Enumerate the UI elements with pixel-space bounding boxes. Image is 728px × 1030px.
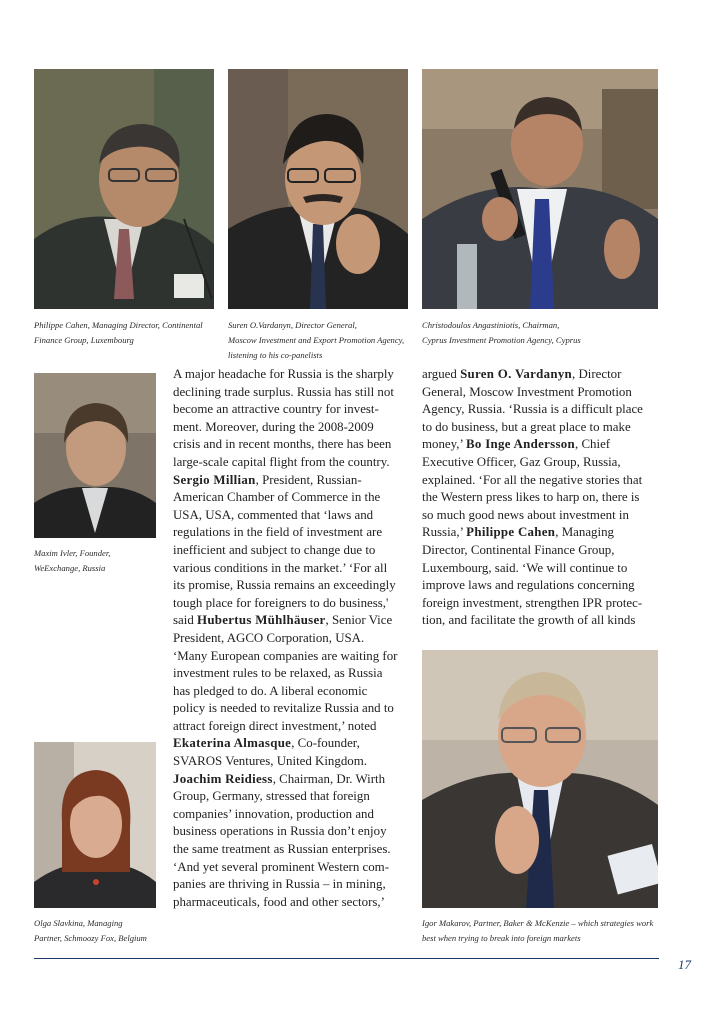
text-line: [422, 542, 662, 560]
caption-line: Moscow Investment and Export Promotion Agency,: [228, 335, 405, 345]
text-line: [422, 595, 662, 613]
caption-line: Philippe Cahen, Managing Director, Continental: [34, 320, 203, 330]
text-line: [173, 718, 409, 736]
text-line: [173, 700, 409, 718]
text-run: improve laws and regulations concerning: [422, 578, 635, 593]
text-line: [422, 454, 662, 472]
text-run: money,’: [422, 437, 467, 452]
text-run: , Chairman, Dr. Wirth: [272, 771, 386, 786]
caption-suren-vardanyan: [228, 318, 404, 363]
text-line: [173, 806, 409, 824]
text-run: inefficient and subject to change due to: [173, 542, 376, 557]
caption-christodoulos-angastiniotis: [422, 318, 581, 348]
caption-line: listening to his co-panelists: [228, 350, 323, 360]
caption-line: Maxim Ivler, Founder,: [34, 548, 111, 558]
text-run: large-scale capital flight from the country.: [173, 454, 390, 469]
text-line: [173, 648, 409, 666]
caption-line: Igor Makarov, Partner, Baker & McKenzie – which strategies work: [422, 918, 654, 928]
photo-igor-makarov: [422, 650, 658, 908]
caption-line: Christodoulos Angastiniotis, Chairman,: [422, 320, 560, 330]
text-line: [173, 771, 409, 789]
text-run: investment rules to be relaxed, as Russia: [173, 666, 383, 681]
text-run: Russia,’: [422, 525, 467, 540]
text-run: SVAROS Ventures, United Kingdom.: [173, 754, 367, 769]
page-number: 17: [678, 957, 691, 972]
text-run: business operations in Russia don’t enjoy: [173, 824, 387, 839]
speaker-name: Suren O. Vardanyn: [460, 367, 573, 381]
text-line: [173, 436, 409, 454]
text-run: declining trade surplus. Russia has still not: [173, 384, 394, 399]
text-run: Luxembourg, said. ‘We will continue to: [422, 560, 628, 575]
text-run: become an attractive country for invest-: [173, 402, 379, 417]
photo-suren-vardanyan: [228, 69, 408, 309]
caption-line: Suren O.Vardanyn, Director General,: [228, 320, 357, 330]
text-line: [173, 735, 409, 753]
text-run: pharmaceuticals, food and other sectors,’: [173, 894, 385, 909]
text-run: foreign investment, strengthen IPR protec-: [422, 595, 643, 610]
text-line: [422, 577, 662, 595]
text-line: [173, 577, 409, 595]
text-line: [173, 401, 409, 419]
text-run: Agency, Russia. ‘Russia is a difficult place: [422, 402, 643, 417]
text-line: [173, 507, 409, 525]
speaker-name: Joachim Reidiess: [173, 771, 273, 786]
speaker-name: Philippe Cahen: [466, 525, 556, 540]
caption-line: best when trying to break into foreign markets: [422, 933, 581, 943]
text-line: [422, 436, 662, 454]
text-run: various conditions in the market.’ ‘For all: [173, 560, 388, 575]
text-line: [422, 507, 662, 525]
text-line: [422, 419, 662, 437]
text-run: , Chief: [575, 437, 611, 452]
text-run: General, Moscow Investment Promotion: [422, 384, 632, 399]
text-run: companies’ innovation, production and: [173, 806, 374, 821]
text-run: ‘And yet several prominent Western com-: [173, 859, 390, 874]
photo-maxim-ivler: [34, 373, 156, 538]
speaker-name: Sergio Millian: [173, 472, 256, 487]
text-run: , Managing: [555, 525, 614, 540]
caption-line: Finance Group, Luxembourg: [34, 335, 134, 345]
footer-rule: [34, 958, 659, 959]
text-line: [173, 823, 409, 841]
caption-line: Olga Slavkina, Managing: [34, 918, 123, 928]
text-run: its promise, Russia remains an exceedingly: [173, 578, 396, 593]
photo-christodoulos-angastiniotis: [422, 69, 658, 309]
text-run: Director, Continental Finance Group,: [422, 542, 615, 557]
text-line: [173, 542, 409, 560]
text-run: tough place for foreigners to do business,': [173, 595, 389, 610]
text-run: panies are thriving in Russia – in mining,: [173, 877, 386, 892]
text-line: [173, 472, 409, 490]
text-run: President, AGCO Corporation, USA.: [173, 630, 365, 645]
text-run: tion, and facilitate the growth of all kinds: [422, 613, 636, 628]
text-line: [173, 630, 409, 648]
text-line: [422, 489, 662, 507]
speaker-name: Hubertus Mühlhäuser: [197, 613, 326, 628]
text-run: to do business, but a great place to make: [422, 419, 631, 434]
text-line: [173, 841, 409, 859]
text-line: [173, 524, 409, 542]
text-line: [173, 612, 409, 630]
text-line: [173, 384, 409, 402]
caption-philippe-cahen: [34, 318, 203, 348]
text-run: the Western press likes to harp on, there is: [422, 490, 640, 505]
caption-olga-slavkina: [34, 916, 147, 946]
caption-line: WeExchange, Russia: [34, 563, 106, 573]
text-line: [422, 472, 662, 490]
article-column-middle: [173, 366, 409, 911]
text-run: , Co-founder,: [291, 736, 360, 751]
text-line: [173, 894, 409, 912]
text-run: explained. ‘For all the negative stories that: [422, 472, 643, 487]
text-run: has pledged to do. A liberal economic: [173, 683, 368, 698]
text-run: attract foreign direct investment,’ noted: [173, 718, 377, 733]
text-line: [173, 788, 409, 806]
photo-philippe-cahen: [34, 69, 214, 309]
text-line: [173, 366, 409, 384]
caption-line: Partner, Schmoozy Fox, Belgium: [34, 933, 147, 943]
text-run: ment. Moreover, during the 2008-2009: [173, 419, 374, 434]
text-run: American Chamber of Commerce in the: [173, 490, 381, 505]
text-line: [173, 595, 409, 613]
caption-maxim-ivler: [34, 546, 110, 576]
text-line: [173, 560, 409, 578]
text-line: [422, 384, 662, 402]
text-run: , Senior Vice: [325, 613, 393, 628]
text-line: [422, 524, 662, 542]
text-run: USA, USA, commented that ‘laws and: [173, 507, 374, 522]
text-run: ‘Many European companies are waiting for: [173, 648, 398, 663]
text-line: [173, 859, 409, 877]
speaker-name: Ekaterina Almasque: [173, 736, 292, 751]
text-run: regulations in the field of investment are: [173, 525, 383, 540]
text-run: Executive Officer, Gaz Group, Russia,: [422, 454, 621, 469]
speaker-name: Bo Inge Andersson: [466, 437, 575, 452]
text-run: argued: [422, 367, 461, 381]
text-line: [173, 454, 409, 472]
text-line: [173, 683, 409, 701]
text-run: said: [173, 613, 197, 628]
text-line: [422, 366, 662, 384]
text-line: [422, 560, 662, 578]
caption-igor-makarov: [422, 916, 653, 946]
text-run: , President, Russian-: [255, 472, 362, 487]
caption-line: Cyprus Investment Promotion Agency, Cyprus: [422, 335, 581, 345]
text-line: [173, 876, 409, 894]
text-run: the same treatment as Russian enterprises.: [173, 842, 391, 857]
text-line: [173, 753, 409, 771]
text-run: crisis and in recent months, there has been: [173, 437, 392, 452]
text-run: Group, Germany, stressed that foreign: [173, 789, 370, 804]
text-line: [173, 419, 409, 437]
text-line: [422, 612, 662, 630]
text-line: [422, 401, 662, 419]
article-column-right: [422, 366, 662, 630]
text-run: A major headache for Russia is the sharply: [173, 367, 394, 381]
text-line: [173, 665, 409, 683]
photo-olga-slavkina: [34, 742, 156, 908]
text-run: policy is needed to revitalize Russia and to: [173, 701, 394, 716]
text-line: [173, 489, 409, 507]
text-run: so much good news about investment in: [422, 507, 629, 522]
text-run: , Director: [572, 367, 622, 381]
